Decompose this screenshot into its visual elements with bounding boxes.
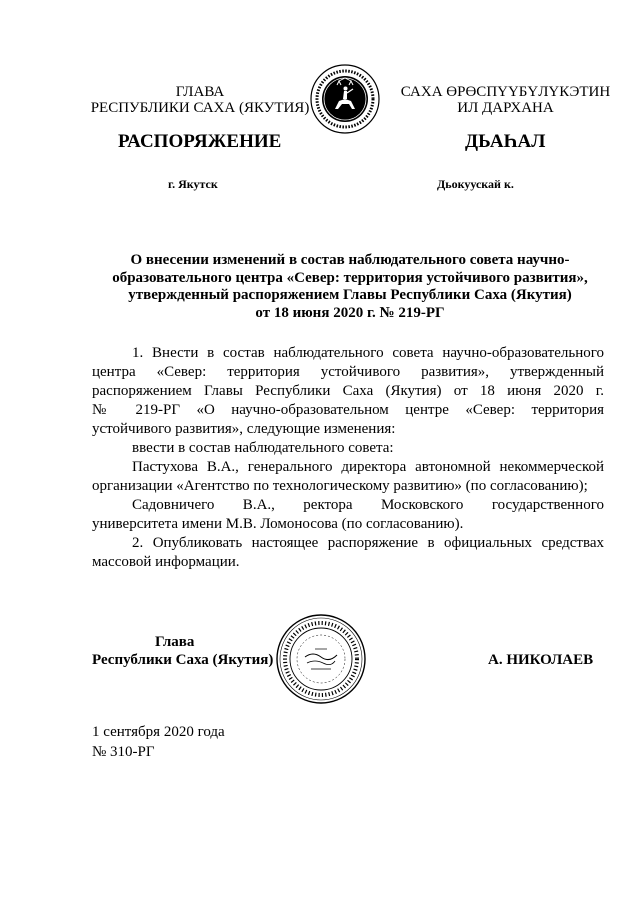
coat-of-arms-emblem-icon	[309, 63, 381, 135]
body-line: распоряжением Главы Республики Саха (Якутия) от 18 июня 2020 г.	[92, 383, 604, 399]
header-right-line2: ИЛ ДАРХАНА	[457, 100, 554, 116]
body-line: центра «Север: территория устойчивого развития», утвержденный	[92, 364, 604, 380]
body-line: университета имени М.В. Ломоносова (по согласованию).	[92, 516, 464, 532]
body-line: Пастухова В.А., генерального директора автономной некоммерческой	[132, 459, 604, 475]
title-line: от 18 июня 2020 г. № 219-РГ	[255, 304, 445, 321]
header-right-authority	[398, 84, 613, 116]
title-line: образовательного центра «Север: территория устойчивого развития»,	[112, 269, 588, 286]
body-line: 2. Опубликовать настоящее распоряжение в официальных средствах	[132, 535, 604, 551]
doc-type-russian: РАСПОРЯЖЕНИЕ	[118, 131, 282, 152]
city-russian: г. Якутск	[168, 177, 218, 191]
body-line: организации «Агентство по технологическому развитию» (по согласованию);	[92, 478, 588, 494]
title-line: утвержденный распоряжением Главы Республики Саха (Якутия)	[128, 287, 572, 303]
header-right-line1: САХА ӨРӨСПҮҮБҮЛҮКЭТИН	[400, 84, 611, 100]
signatory-name: А. НИКОЛАЕВ	[488, 652, 594, 668]
body-line: ввести в состав наблюдательного совета:	[132, 440, 394, 456]
document-title	[80, 252, 620, 322]
header-left-line2: РЕСПУБЛИКИ САХА (ЯКУТИЯ)	[90, 100, 310, 116]
header-left-authority	[75, 84, 325, 116]
signatory-title-line2: Республики Саха (Якутия)	[92, 652, 274, 668]
document-date: 1 сентября 2020 года	[92, 724, 225, 740]
body-line: устойчивого развития», следующие изменения:	[92, 421, 396, 437]
body-line: массовой информации.	[92, 554, 240, 570]
doc-type-sakha: ДЬАҺАЛ	[465, 131, 546, 152]
title-line: О внесении изменений в состав наблюдательного совета научно-	[130, 252, 570, 268]
document-body	[92, 344, 604, 572]
body-line: 1. Внести в состав наблюдательного совета научно-образовательного	[132, 345, 604, 361]
document-footer	[92, 722, 225, 762]
city-sakha: Дьокуускай к.	[437, 177, 514, 191]
document-number: № 310-РГ	[92, 744, 155, 760]
signatory-title-line1: Глава	[155, 634, 195, 650]
header-left-line1: ГЛАВА	[175, 84, 225, 100]
signatory-title	[92, 633, 282, 669]
body-line: Садовничего В.А., ректора Московского государственного	[132, 497, 604, 513]
official-seal-icon	[275, 613, 367, 705]
body-line: № 219-РГ «О научно-образовательном центре «Север: территория	[92, 402, 604, 418]
